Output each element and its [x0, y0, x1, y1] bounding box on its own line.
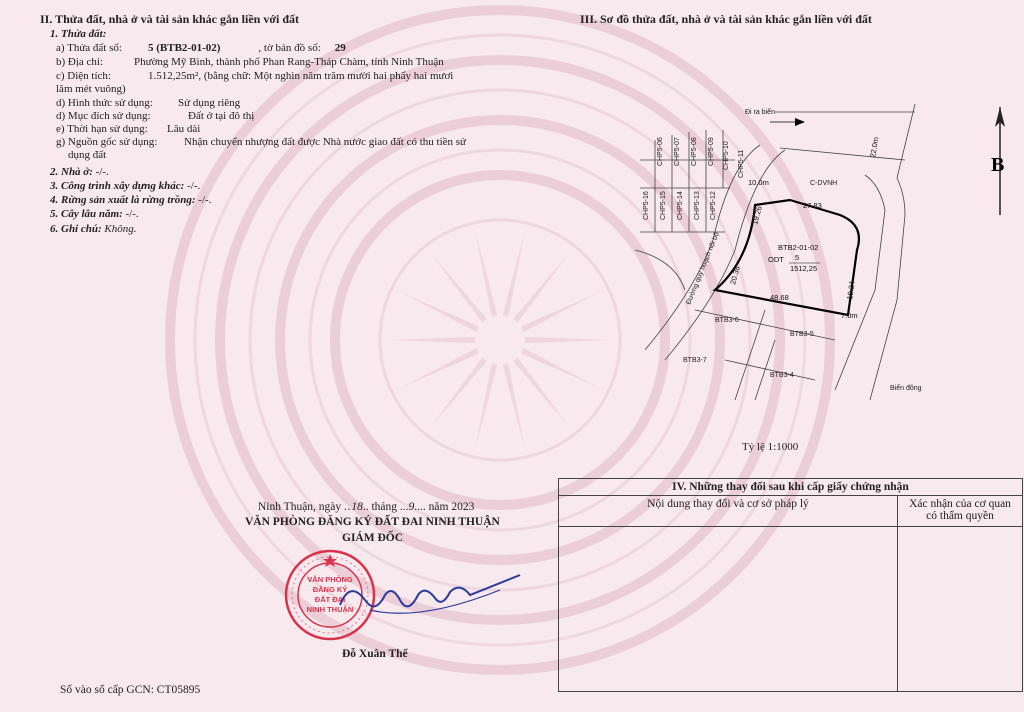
- item-5-row: [50, 208, 139, 221]
- lot-top-label: CHP5-11: [738, 149, 745, 178]
- lot-bottom-label: CHP5-14: [677, 191, 684, 220]
- date-month-label: tháng: [371, 501, 398, 513]
- scale-label: Tỷ lệ 1:1000: [742, 441, 799, 453]
- dim-2783-label: 27.83: [803, 201, 822, 210]
- use-form-value: Sử dụng riêng: [178, 97, 241, 109]
- stamp-line: ĐẤT ĐAI: [314, 595, 346, 604]
- lot-top-label: CHP5-09: [708, 137, 715, 166]
- director-name: Đỗ Xuân Thể: [342, 648, 408, 660]
- area-label: c) Diện tích:: [56, 70, 111, 82]
- office-name: VĂN PHÒNG ĐĂNG KÝ ĐẤT ĐAI NINH THUẬN: [245, 516, 500, 528]
- drum-star-ray: [476, 364, 498, 448]
- dim-22-label: 22.0m: [868, 136, 881, 159]
- drum-star-ray: [503, 233, 525, 317]
- date-year: năm 2023: [428, 501, 475, 513]
- lot-btb37-label: BTB3-7: [683, 357, 707, 364]
- north-letter: B: [991, 154, 1005, 176]
- area-row: [56, 70, 453, 83]
- north-arrow-icon: [985, 105, 1015, 220]
- lot-btb35-label: BTB3-5: [790, 331, 814, 338]
- parcel-area-label: 1512,25: [790, 264, 818, 273]
- lot-top-label: CHP5-10: [723, 141, 730, 170]
- item-5-value: -/-.: [125, 208, 139, 220]
- use-purpose-row: [56, 110, 254, 123]
- drum-star-ray: [503, 364, 525, 448]
- lot-top-label: CHP5-08: [691, 137, 698, 166]
- parcel-number-row: [56, 42, 346, 55]
- area-value-cont: lăm mét vuông): [56, 83, 126, 95]
- lot-btb36-label: BTB3-6: [715, 317, 739, 324]
- parcel-no-label: 5: [795, 253, 800, 262]
- item-4-value: -/-.: [198, 194, 212, 206]
- item-1-title: 1. Thửa đất:: [50, 28, 107, 40]
- item-4-row: [50, 194, 211, 207]
- drum-star-ray: [525, 337, 610, 343]
- item-2-value: -/-.: [95, 166, 109, 178]
- director-role: GIÁM ĐỐC: [342, 532, 404, 544]
- drum-star-ray: [390, 337, 475, 343]
- date-month: 9: [408, 501, 415, 513]
- item-2-label: 2. Nhà ở:: [50, 166, 93, 178]
- use-term-value: Lâu dài: [167, 123, 201, 135]
- changes-confirm-cell: [898, 527, 1023, 692]
- item-3-value: -/-.: [187, 180, 201, 192]
- item-6-label: 6. Ghi chú:: [50, 223, 102, 235]
- item-4-label: 4. Rừng sản xuất là rừng trồng:: [50, 194, 196, 206]
- gcn-register-value: CT05895: [156, 684, 201, 696]
- road-sea-label: Đi ra biển: [745, 109, 775, 116]
- changes-table: [558, 478, 1023, 692]
- road-plan-label: Đường quy hoạch nội bộ: [685, 231, 721, 306]
- parcel-id-label: BTB2-01-02: [778, 243, 819, 252]
- address-row: [56, 56, 444, 69]
- stamp-line: ĐĂNG KÝ: [312, 585, 348, 594]
- item-6-value: Không.: [104, 223, 137, 235]
- changes-col2-header: [898, 496, 1023, 527]
- dim-7-label: 7.0m: [841, 311, 858, 320]
- use-origin-value-cont: dụng đất: [68, 149, 107, 161]
- use-origin-label: g) Nguồn gốc sử dụng:: [56, 136, 158, 148]
- lot-top-label: CHP5-07: [674, 137, 681, 166]
- changes-col2-line1: Xác nhận của cơ quan: [909, 498, 1011, 510]
- area-value: 1.512,25m², (bằng chữ: Một nghìn năm trăm mười hai phẩy hai mươi: [148, 70, 454, 82]
- section-2-title: II. Thửa đất, nhà ở và tài sản khác gắn liền với đất: [40, 12, 300, 26]
- item-3-row: [50, 180, 200, 193]
- lot-top-label: CHP5-06: [657, 137, 664, 166]
- stamp-line: VĂN PHÒNG: [307, 575, 353, 584]
- item-3-label: 3. Công trình xây dựng khác:: [50, 180, 185, 192]
- parcel-number-label: a) Thửa đất số:: [56, 42, 122, 54]
- dim-1926-label: 19.26: [750, 205, 764, 226]
- item-6-row: [50, 223, 137, 236]
- parcel-map: [635, 100, 935, 400]
- date-day: 18: [351, 501, 363, 513]
- changes-col2-line2: có thẩm quyền: [926, 510, 994, 522]
- dim-2038-label: 20.38: [728, 265, 742, 286]
- item-5-label: 5. Cây lâu năm:: [50, 208, 123, 220]
- lot-btb34-label: BTB3-4: [770, 372, 794, 379]
- address-value: Phường Mỹ Bình, thành phố Phan Rang-Tháp Chàm, tỉnh Ninh Thuận: [134, 56, 444, 68]
- address-label: b) Địa chỉ:: [56, 56, 104, 68]
- dim-4868-label: 48.68: [770, 293, 789, 302]
- parcel-number-value: 5 (BTB2-01-02): [148, 42, 221, 54]
- lots-top-group: [657, 137, 745, 178]
- use-form-label: d) Hình thức sử dụng:: [56, 97, 153, 109]
- sign-date: Ninh Thuận, ngày ..18.. tháng ...9.... năm 2023: [258, 499, 475, 513]
- date-prefix: Ninh Thuận, ngày: [258, 501, 342, 513]
- gcn-register-row: [60, 684, 200, 697]
- cdvnh-label: C-DVNH: [810, 180, 838, 187]
- dim-10-label: 10.0m: [748, 178, 769, 187]
- lot-bottom-label: CHP5-12: [710, 191, 717, 220]
- lot-bottom-label: CHP5-16: [643, 191, 650, 220]
- dim-1924-label: 19.24: [845, 280, 857, 301]
- signature-scribble-icon: [330, 560, 530, 630]
- gcn-register-label: Số vào sổ cấp GCN:: [60, 684, 154, 696]
- map-sheet-value: 29: [334, 42, 346, 54]
- road-east-label: Biển đông: [890, 385, 922, 392]
- use-origin-row: [56, 136, 466, 149]
- lot-bottom-label: CHP5-13: [694, 191, 701, 220]
- map-sheet-label: , tờ bản đồ số:: [258, 42, 321, 54]
- drum-star-ray: [476, 233, 498, 317]
- use-term-label: e) Thời hạn sử dụng:: [56, 123, 148, 135]
- changes-content-cell: [559, 527, 898, 692]
- use-origin-value: Nhận chuyển nhượng đất được Nhà nước giao đất có thu tiền sử: [184, 136, 467, 148]
- stamp-line: NINH THUẬN: [306, 605, 354, 614]
- item-2-row: [50, 166, 109, 179]
- use-term-row: [56, 123, 200, 136]
- use-purpose-label: d) Mục đích sử dụng:: [56, 110, 151, 122]
- section-3-title: III. Sơ đồ thửa đất, nhà ở và tài sản khác gắn liền với đất: [580, 12, 872, 26]
- changes-col1-header: Nội dung thay đổi và cơ sở pháp lý: [559, 496, 898, 527]
- use-form-row: [56, 97, 240, 110]
- lot-bottom-label: CHP5-15: [660, 191, 667, 220]
- use-purpose-value: Đất ở tại đô thị: [188, 110, 255, 122]
- parcel-odt-label: ODT: [768, 255, 784, 264]
- changes-title: IV. Những thay đổi sau khi cấp giấy chứng nhận: [559, 479, 1023, 496]
